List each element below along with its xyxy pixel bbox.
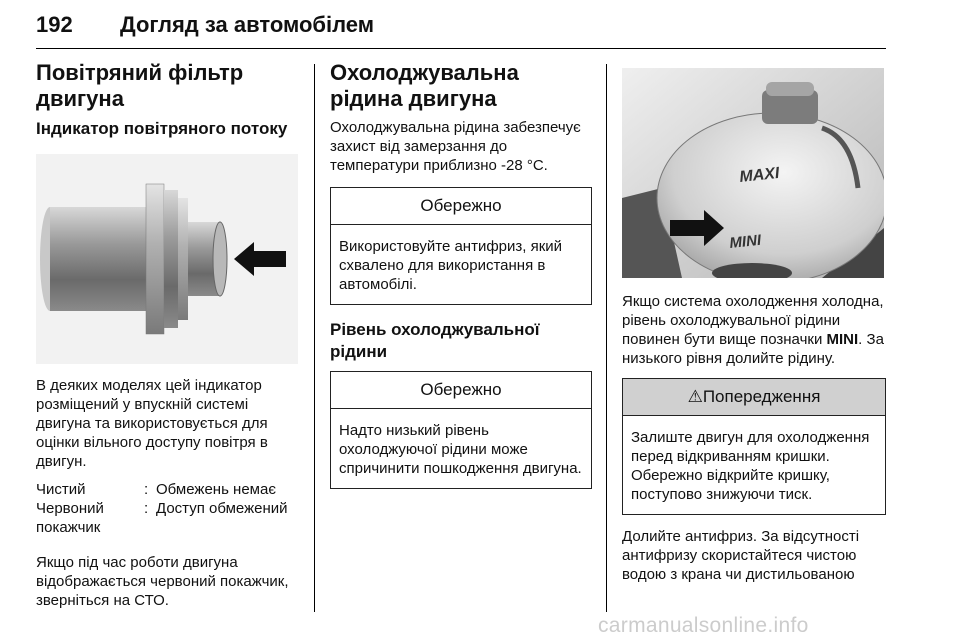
coolant-reservoir-figure bbox=[622, 68, 884, 278]
page-header bbox=[36, 6, 886, 46]
airflow-indicator-illustration bbox=[36, 154, 298, 364]
legend-term: Червоний покажчик bbox=[36, 500, 104, 536]
caution-text: Використовуйте антифриз, який схвалено для використання в автомобілі. bbox=[339, 238, 563, 293]
subsection-title-airflow-indicator: Індикатор повітряного потоку bbox=[36, 119, 288, 138]
caution-heading: Обережно bbox=[331, 372, 591, 409]
mini-mark-label: MINI bbox=[728, 231, 762, 252]
legend-colon: : bbox=[144, 500, 149, 517]
column-divider-1 bbox=[314, 64, 315, 612]
legend-value: Обмежень немає bbox=[156, 481, 276, 498]
coolant-intro: Охолоджувальна рідина забезпечує захист від замерзання до температури приблизно -28 °С. bbox=[330, 119, 581, 174]
coolant-level-instructions bbox=[622, 292, 886, 368]
mini-mark-text: MINI bbox=[826, 331, 859, 348]
right-column bbox=[622, 68, 886, 584]
warning-heading-row bbox=[623, 379, 885, 416]
legend-row bbox=[36, 499, 302, 537]
airflow-indicator-figure bbox=[36, 154, 298, 364]
header-rule bbox=[36, 48, 886, 49]
refill-instructions: Долийте антифриз. За відсутності антифризу скористайтеся чистою водою з крана чи дистильованою bbox=[622, 528, 860, 583]
subsection-title-coolant-level: Рівень охолоджувальної рідини bbox=[330, 320, 540, 361]
warning-heading: Попередження bbox=[702, 387, 821, 406]
section-title-coolant: Охолоджувальна рідина двигуна bbox=[330, 60, 519, 111]
indicator-legend bbox=[36, 480, 302, 537]
level-text-before: Якщо система охолодження холодна, рівень охолоджувальної рідини повинен бути вище позначки bbox=[622, 293, 884, 348]
air-filter-description: В деяких моделях цей індикатор розміщений у впускній системі двигуна та використовується для оцінки вільного доступу повітря в двигун. bbox=[36, 377, 268, 470]
legend-colon: : bbox=[144, 481, 149, 498]
arrow-icon bbox=[234, 242, 286, 276]
column-divider-2 bbox=[606, 64, 607, 612]
level-text-after: . За низького рівня долийте рідину. bbox=[622, 331, 884, 367]
page-number: 192 bbox=[36, 12, 73, 37]
warning-icon: ⚠ bbox=[687, 387, 703, 406]
red-indicator-note: Якщо під час роботи двигуна відображається червоний покажчик, зверніться на СТО. bbox=[36, 554, 289, 609]
chapter-title: Догляд за автомобілем bbox=[120, 12, 375, 37]
caution-heading: Обережно bbox=[331, 188, 591, 225]
section-title-air-filter: Повітряний фільтр двигуна bbox=[36, 60, 244, 111]
caution-box bbox=[330, 187, 592, 305]
warning-box bbox=[622, 378, 886, 515]
left-column bbox=[36, 60, 302, 610]
caution-box bbox=[330, 371, 592, 489]
legend-row bbox=[36, 480, 302, 499]
watermark: carmanualsonline.info bbox=[598, 614, 809, 637]
caution-text: Надто низький рівень охолоджуючої рідини може спричинити пошкодження двигуна. bbox=[339, 422, 582, 477]
coolant-reservoir-illustration bbox=[622, 68, 884, 278]
legend-value: Доступ обмежений bbox=[156, 500, 288, 517]
maxi-mark-label: MAXI bbox=[738, 164, 781, 186]
warning-text: Залиште двигун для охолодження перед відкриванням кришки. Обережно відкрийте кришку, поступово знижуючи тиск. bbox=[631, 429, 870, 503]
legend-term: Чистий bbox=[36, 481, 86, 498]
middle-column bbox=[330, 60, 592, 489]
